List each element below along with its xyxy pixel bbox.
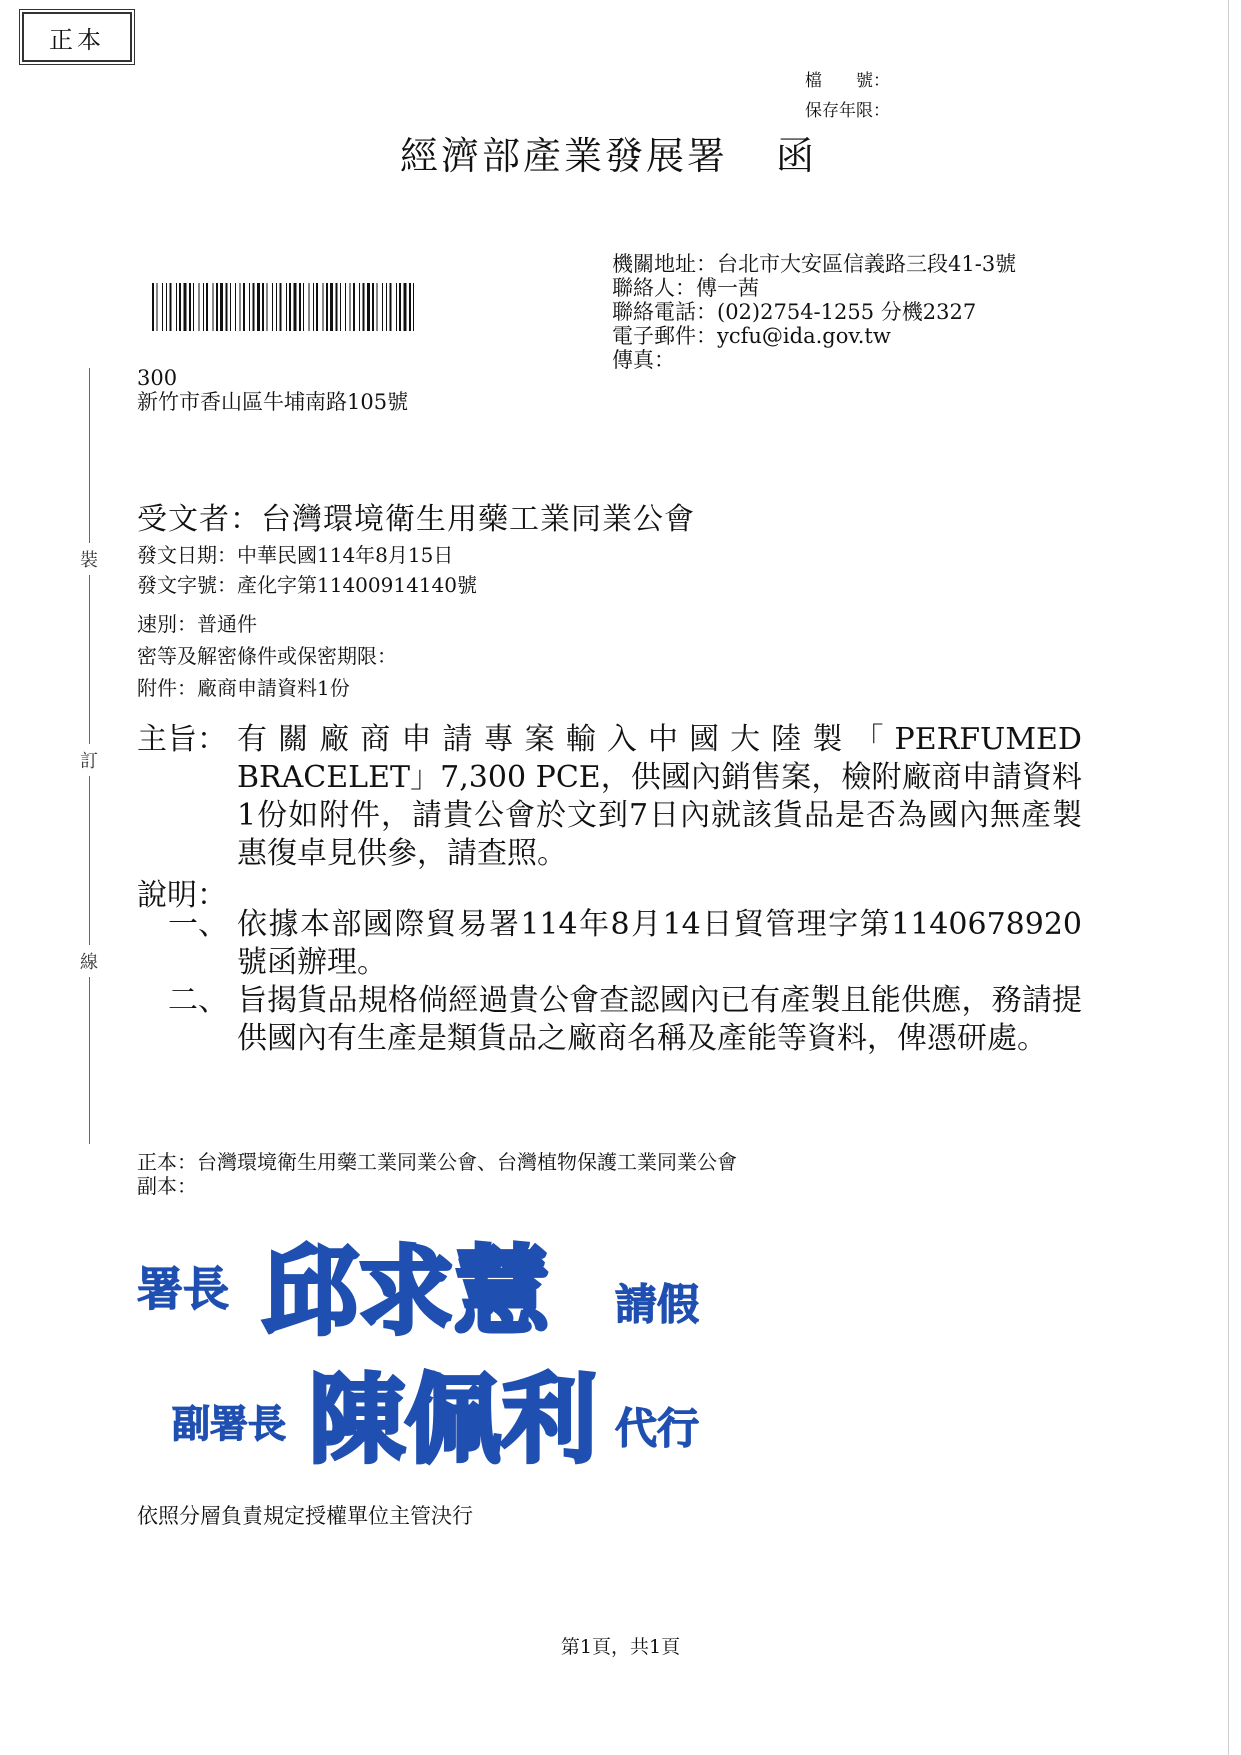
subject [137, 721, 1082, 873]
authorization-note: 依照分層負責規定授權單位主管決行 [137, 1504, 473, 1528]
explanation-item [168, 906, 1082, 982]
issue-number: 發文字號：產化字第11400914140號 [137, 573, 477, 597]
issue-date: 發文日期：中華民國114年8月15日 [137, 543, 454, 567]
issue-info [137, 540, 477, 600]
explanation-item [168, 982, 1082, 1058]
binding-mark-zhuang: 裝 [77, 543, 101, 575]
agency-address: 機關地址：台北市大安區信義路三段41-3號 [612, 252, 1017, 276]
secrecy-level: 密等及解密條件或保密期限： [137, 644, 397, 668]
document-title [400, 125, 817, 180]
document-type: 函 [776, 134, 818, 178]
signature-note-acting: 代行 [615, 1404, 700, 1453]
binding-mark-ding: 訂 [77, 744, 101, 776]
subject-text: 有關廠商申請專案輸入中國大陸製「PERFUMED BRACELET」7,300 PCE，供國內銷售案，檢附廠商申請資料1份如附件，請貴公會於文到7日內就該貨品是否為國內無產製惠復卓見供參，請查照。 [237, 722, 1082, 871]
recipient: 受文者：台灣環境衛生用藥工業同業公會 [137, 502, 695, 537]
subject-label: 主旨： [137, 722, 227, 757]
retention-period-field: 保存年限： [805, 101, 890, 121]
postcode: 300 [137, 366, 178, 390]
contact-person: 聯絡人：傅一茜 [612, 276, 759, 300]
barcode [152, 283, 418, 331]
mailing-address [137, 366, 408, 414]
item-number: 二、 [168, 983, 228, 1018]
contact-block [612, 252, 1016, 372]
contact-email: 電子郵件：ycfu@ida.gov.tw [612, 324, 891, 348]
agency-name: 經濟部產業發展署 [400, 134, 729, 178]
original-recipients: 正本：台灣環境衛生用藥工業同業公會、台灣植物保護工業同業公會 [137, 1150, 737, 1174]
explanation-heading: 說明： [137, 878, 227, 913]
distribution [137, 1150, 737, 1198]
copy-type-label: 正本 [22, 12, 132, 62]
page-number: 第1頁，共1頁 [560, 1636, 681, 1658]
item-number: 一、 [168, 907, 228, 942]
speed-class: 速別：普通件 [137, 612, 257, 636]
contact-fax: 傳真： [612, 348, 675, 372]
signature-name-deputy: 陳佩利 [309, 1363, 597, 1470]
recipient-address: 新竹市香山區牛埔南路105號 [137, 390, 409, 414]
contact-phone: 聯絡電話：(02)2754-1255 分機2327 [612, 300, 977, 324]
signature-stamp [137, 1225, 717, 1470]
document-attributes [137, 608, 397, 704]
file-info [805, 66, 890, 126]
attachment: 附件：廠商申請資料1份 [137, 676, 350, 700]
item-text: 依據本部國際貿易署114年8月14日貿管理字第1140678920號函辦理。 [237, 907, 1082, 980]
item-text: 旨揭貨品規格倘經過貴公會查認國內已有產製且能供應，務請提供國內有生產是類貨品之廠商名稱及產能等資料，俾憑研處。 [237, 983, 1082, 1056]
signature-title-deputy: 副署長 [172, 1401, 287, 1446]
file-number-field: 檔 號： [805, 71, 890, 91]
signature-name-director: 邱求慧 [262, 1235, 550, 1348]
signature-note-leave: 請假 [615, 1280, 700, 1329]
scan-edge [1228, 0, 1229, 1755]
signature-title-director: 署長 [137, 1262, 229, 1316]
binding-mark-xian: 線 [77, 945, 101, 977]
copy-recipients: 副本： [137, 1174, 197, 1198]
